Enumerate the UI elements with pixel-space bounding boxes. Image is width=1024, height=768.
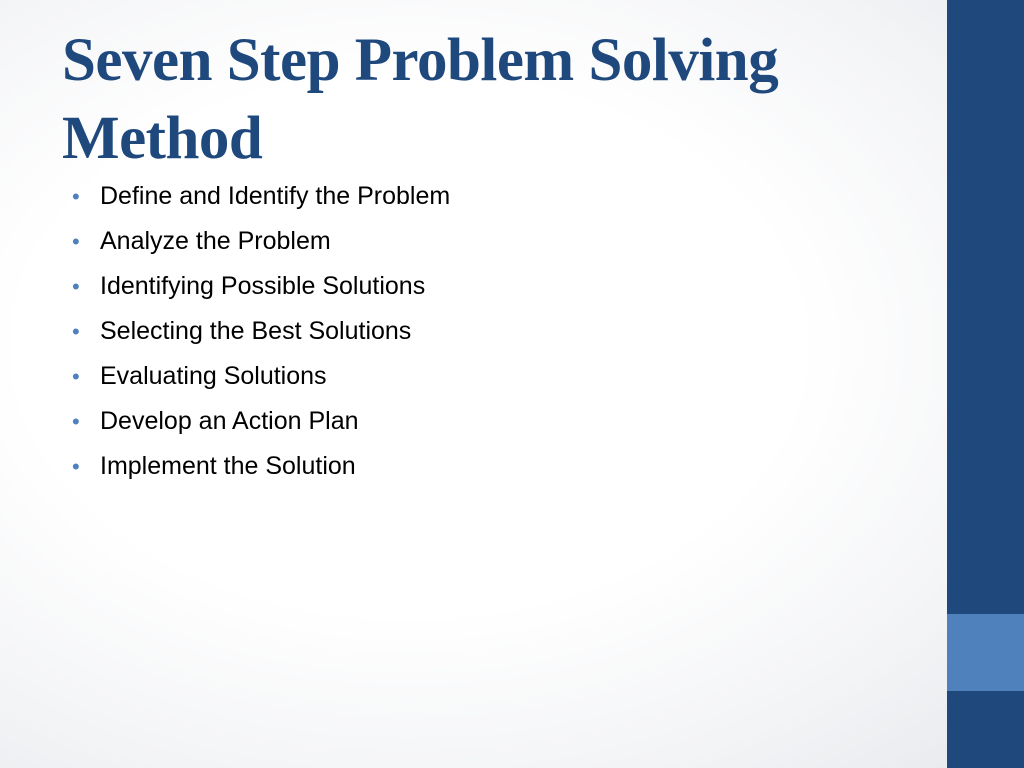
- side-accent-block: [947, 614, 1024, 691]
- slide-title: Seven Step Problem Solving Method: [62, 27, 779, 172]
- list-item: [72, 407, 450, 452]
- bullet-text: Implement the Solution: [100, 452, 356, 480]
- list-item: [72, 317, 450, 362]
- list-item: [72, 362, 450, 407]
- bullet-text: Develop an Action Plan: [100, 407, 359, 435]
- bullet-text: Identifying Possible Solutions: [100, 272, 426, 300]
- list-item: [72, 452, 450, 497]
- bullet-icon: •: [72, 229, 80, 254]
- bullet-list: [72, 182, 450, 497]
- bullet-icon: •: [72, 184, 80, 209]
- list-item: [72, 227, 450, 272]
- bullet-text: Analyze the Problem: [100, 227, 331, 255]
- bullet-icon: •: [72, 319, 80, 344]
- bullet-icon: •: [72, 364, 80, 389]
- list-item: [72, 272, 450, 317]
- bullet-text: Evaluating Solutions: [100, 362, 327, 390]
- list-item: [72, 182, 450, 227]
- bullet-text: Define and Identify the Problem: [100, 182, 451, 210]
- bullet-icon: •: [72, 274, 80, 299]
- bullet-icon: •: [72, 409, 80, 434]
- bullet-text: Selecting the Best Solutions: [100, 317, 412, 345]
- bullet-icon: •: [72, 454, 80, 479]
